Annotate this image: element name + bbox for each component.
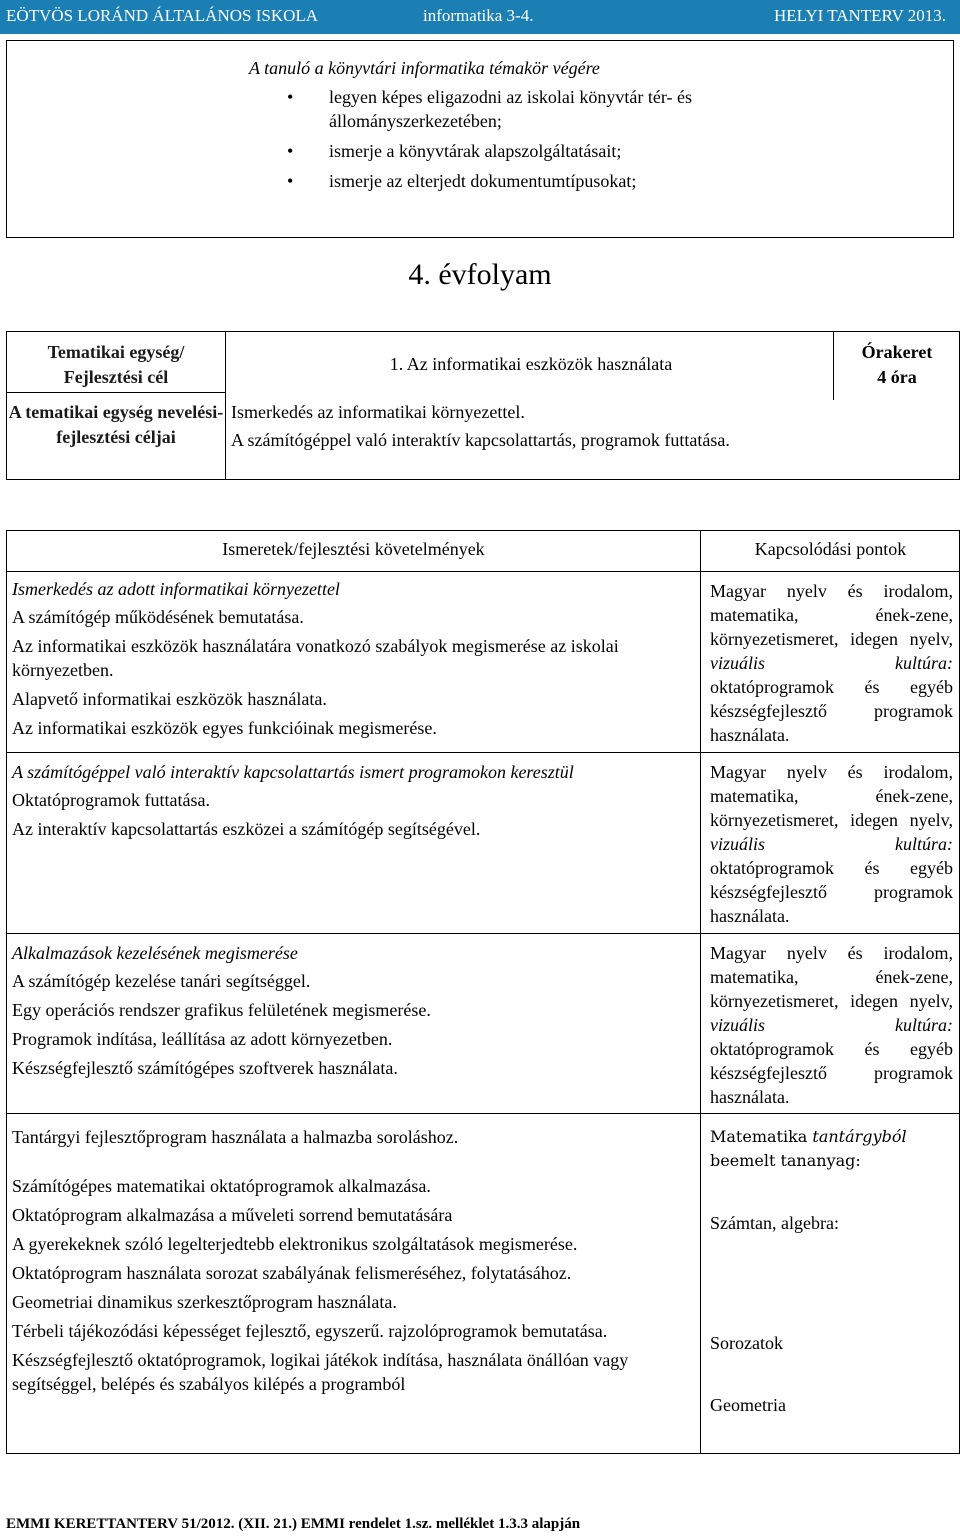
link-text: oktatóprogramok és egyéb készségfejlesztő programok használata.	[710, 1039, 953, 1107]
link-text: beemelt tananyag:	[710, 1151, 861, 1170]
link-text: Magyar nyelv és irodalom, matematika, ének-zene, környezetismeret, idegen nyelv,	[710, 943, 953, 1011]
link-text: oktatóprogramok és egyéb készségfejlesztő programok használata.	[710, 677, 953, 745]
links-header: Kapcsolódási pontok	[754, 539, 907, 559]
list-item: Térbeli tájékozódási képességet fejlesztő, egyszerű. rajzolóprogramok bemutatása.	[12, 1321, 608, 1341]
list-item: • ismerje az elterjedt dokumentumtípusokat;	[249, 169, 849, 193]
unit-label: Tematikai egység/ Fejlesztési cél	[47, 342, 185, 387]
list-item: Oktatóprogramok futtatása.	[12, 790, 210, 810]
divider	[700, 531, 701, 1453]
list-item: Programok indítása, leállítása az adott környezetben.	[12, 1029, 393, 1049]
links-cell	[710, 760, 953, 928]
link-item: Számtan, algebra:	[710, 1213, 839, 1233]
list-item: Az interaktív kapcsolattartás eszközei a számítógép segítségével.	[12, 819, 481, 839]
divider	[225, 332, 226, 479]
unit-goal: Ismerkedés az informatikai környezettel.	[231, 402, 525, 422]
unit-goal: A számítógéppel való interaktív kapcsolattartás, programok futtatása.	[231, 430, 730, 450]
list-item: Készségfejlesztő oktatóprogramok, logikai játékok indítása, használata önállóan vagy segítséggel, belépés és szabályos kilépés a programból	[12, 1350, 629, 1394]
list-item: A számítógép kezelése tanári segítséggel.	[12, 971, 311, 991]
divider	[7, 1113, 959, 1114]
list-item: • legyen képes eligazodni az iskolai könyvtár tér- és állományszerkezetében;	[249, 85, 849, 133]
links-cell	[710, 941, 953, 1109]
link-item: Geometria	[710, 1395, 786, 1415]
block-title: Alkalmazások kezelésének megismerése	[12, 943, 298, 963]
unit-table	[6, 331, 960, 480]
list-item: Tantárgyi fejlesztőprogram használata a halmazba soroláshoz.	[12, 1127, 459, 1147]
grade-heading: 4. évfolyam	[408, 258, 552, 291]
link-item: Sorozatok	[710, 1333, 783, 1353]
divider	[7, 752, 959, 753]
list-item: Az informatikai eszközök használatára vonatkozó szabályok megismerése az iskolai környezetben.	[12, 636, 619, 680]
link-text-italic: vizuális kultúra:	[710, 834, 953, 854]
link-text: Magyar nyelv és irodalom, matematika, ének-zene, környezetismeret, idegen nyelv,	[710, 762, 953, 830]
links-cell	[710, 579, 953, 747]
link-text: Matematika	[710, 1127, 808, 1146]
curriculum-name: HELYI TANTERV 2013.	[773, 6, 946, 25]
list-item: Készségfejlesztő számítógépes szoftverek használata.	[12, 1058, 398, 1078]
library-outcomes-box	[6, 40, 954, 238]
page-header	[0, 0, 960, 34]
requirements-table	[6, 530, 960, 1454]
list-item: A gyerekeknek szóló legelterjedtebb elektronikus szolgáltatások megismerése.	[12, 1234, 578, 1254]
requirements-block	[12, 941, 697, 1085]
list-item: Az informatikai eszközök egyes funkcióinak megismerése.	[12, 718, 437, 738]
list-item: Számítógépes matematikai oktatóprogramok alkalmazása.	[12, 1176, 431, 1196]
list-item: • ismerje a könyvtárak alapszolgáltatásait;	[249, 139, 849, 163]
outcomes-title: A tanuló a könyvtári informatika témakör végére	[249, 58, 600, 78]
hours-label: Órakeret	[861, 342, 933, 362]
list-item: Oktatóprogram használata sorozat szabályának felismeréséhez, folytatásához.	[12, 1263, 572, 1283]
requirements-header: Ismeretek/fejlesztési követelmények	[222, 539, 485, 559]
requirements-block	[12, 1125, 697, 1401]
list-item: Alapvető informatikai eszközök használata.	[12, 689, 327, 709]
list-item: Oktatóprogram alkalmazása a műveleti sorrend bemutatására	[12, 1205, 453, 1225]
list-item: Geometriai dinamikus szerkesztőprogram használata.	[12, 1292, 397, 1312]
link-text: oktatóprogramok és egyéb készségfejlesztő programok használata.	[710, 858, 953, 926]
school-name: EÖTVÖS LORÁND ÁLTALÁNOS ISKOLA	[6, 6, 319, 25]
block-title: Ismerkedés az adott informatikai környezettel	[12, 579, 340, 599]
list-item: A számítógép működésének bemutatása.	[12, 607, 304, 627]
link-text: Magyar nyelv és irodalom, matematika, ének-zene, környezetismeret, idegen nyelv,	[710, 581, 953, 649]
requirements-block	[12, 577, 697, 745]
link-text-italic: vizuális kultúra:	[710, 1015, 953, 1035]
link-text-italic: vizuális kultúra:	[710, 653, 953, 673]
divider	[7, 933, 959, 934]
list-item: Egy operációs rendszer grafikus felületének megismerése.	[12, 1000, 431, 1020]
outcomes-list	[249, 85, 849, 199]
subject-name: informatika 3-4.	[423, 6, 534, 25]
requirements-block	[12, 760, 697, 846]
hours-value: 4 óra	[877, 367, 917, 387]
divider	[7, 392, 225, 393]
link-text-italic: tantárgyból	[812, 1127, 907, 1146]
page-footer: EMMI KERETTANTERV 51/2012. (XII. 21.) EMMI rendelet 1.sz. melléklet 1.3.3 alapján	[6, 1516, 581, 1532]
unit-title: 1. Az informatikai eszközök használata	[389, 354, 673, 374]
goals-label: A tematikai egység nevelési-fejlesztési céljai	[8, 402, 224, 447]
block-title: A számítógéppel való interaktív kapcsolattartás ismert programokon keresztül	[12, 762, 574, 782]
links-cell	[710, 1125, 953, 1173]
divider	[7, 571, 959, 572]
